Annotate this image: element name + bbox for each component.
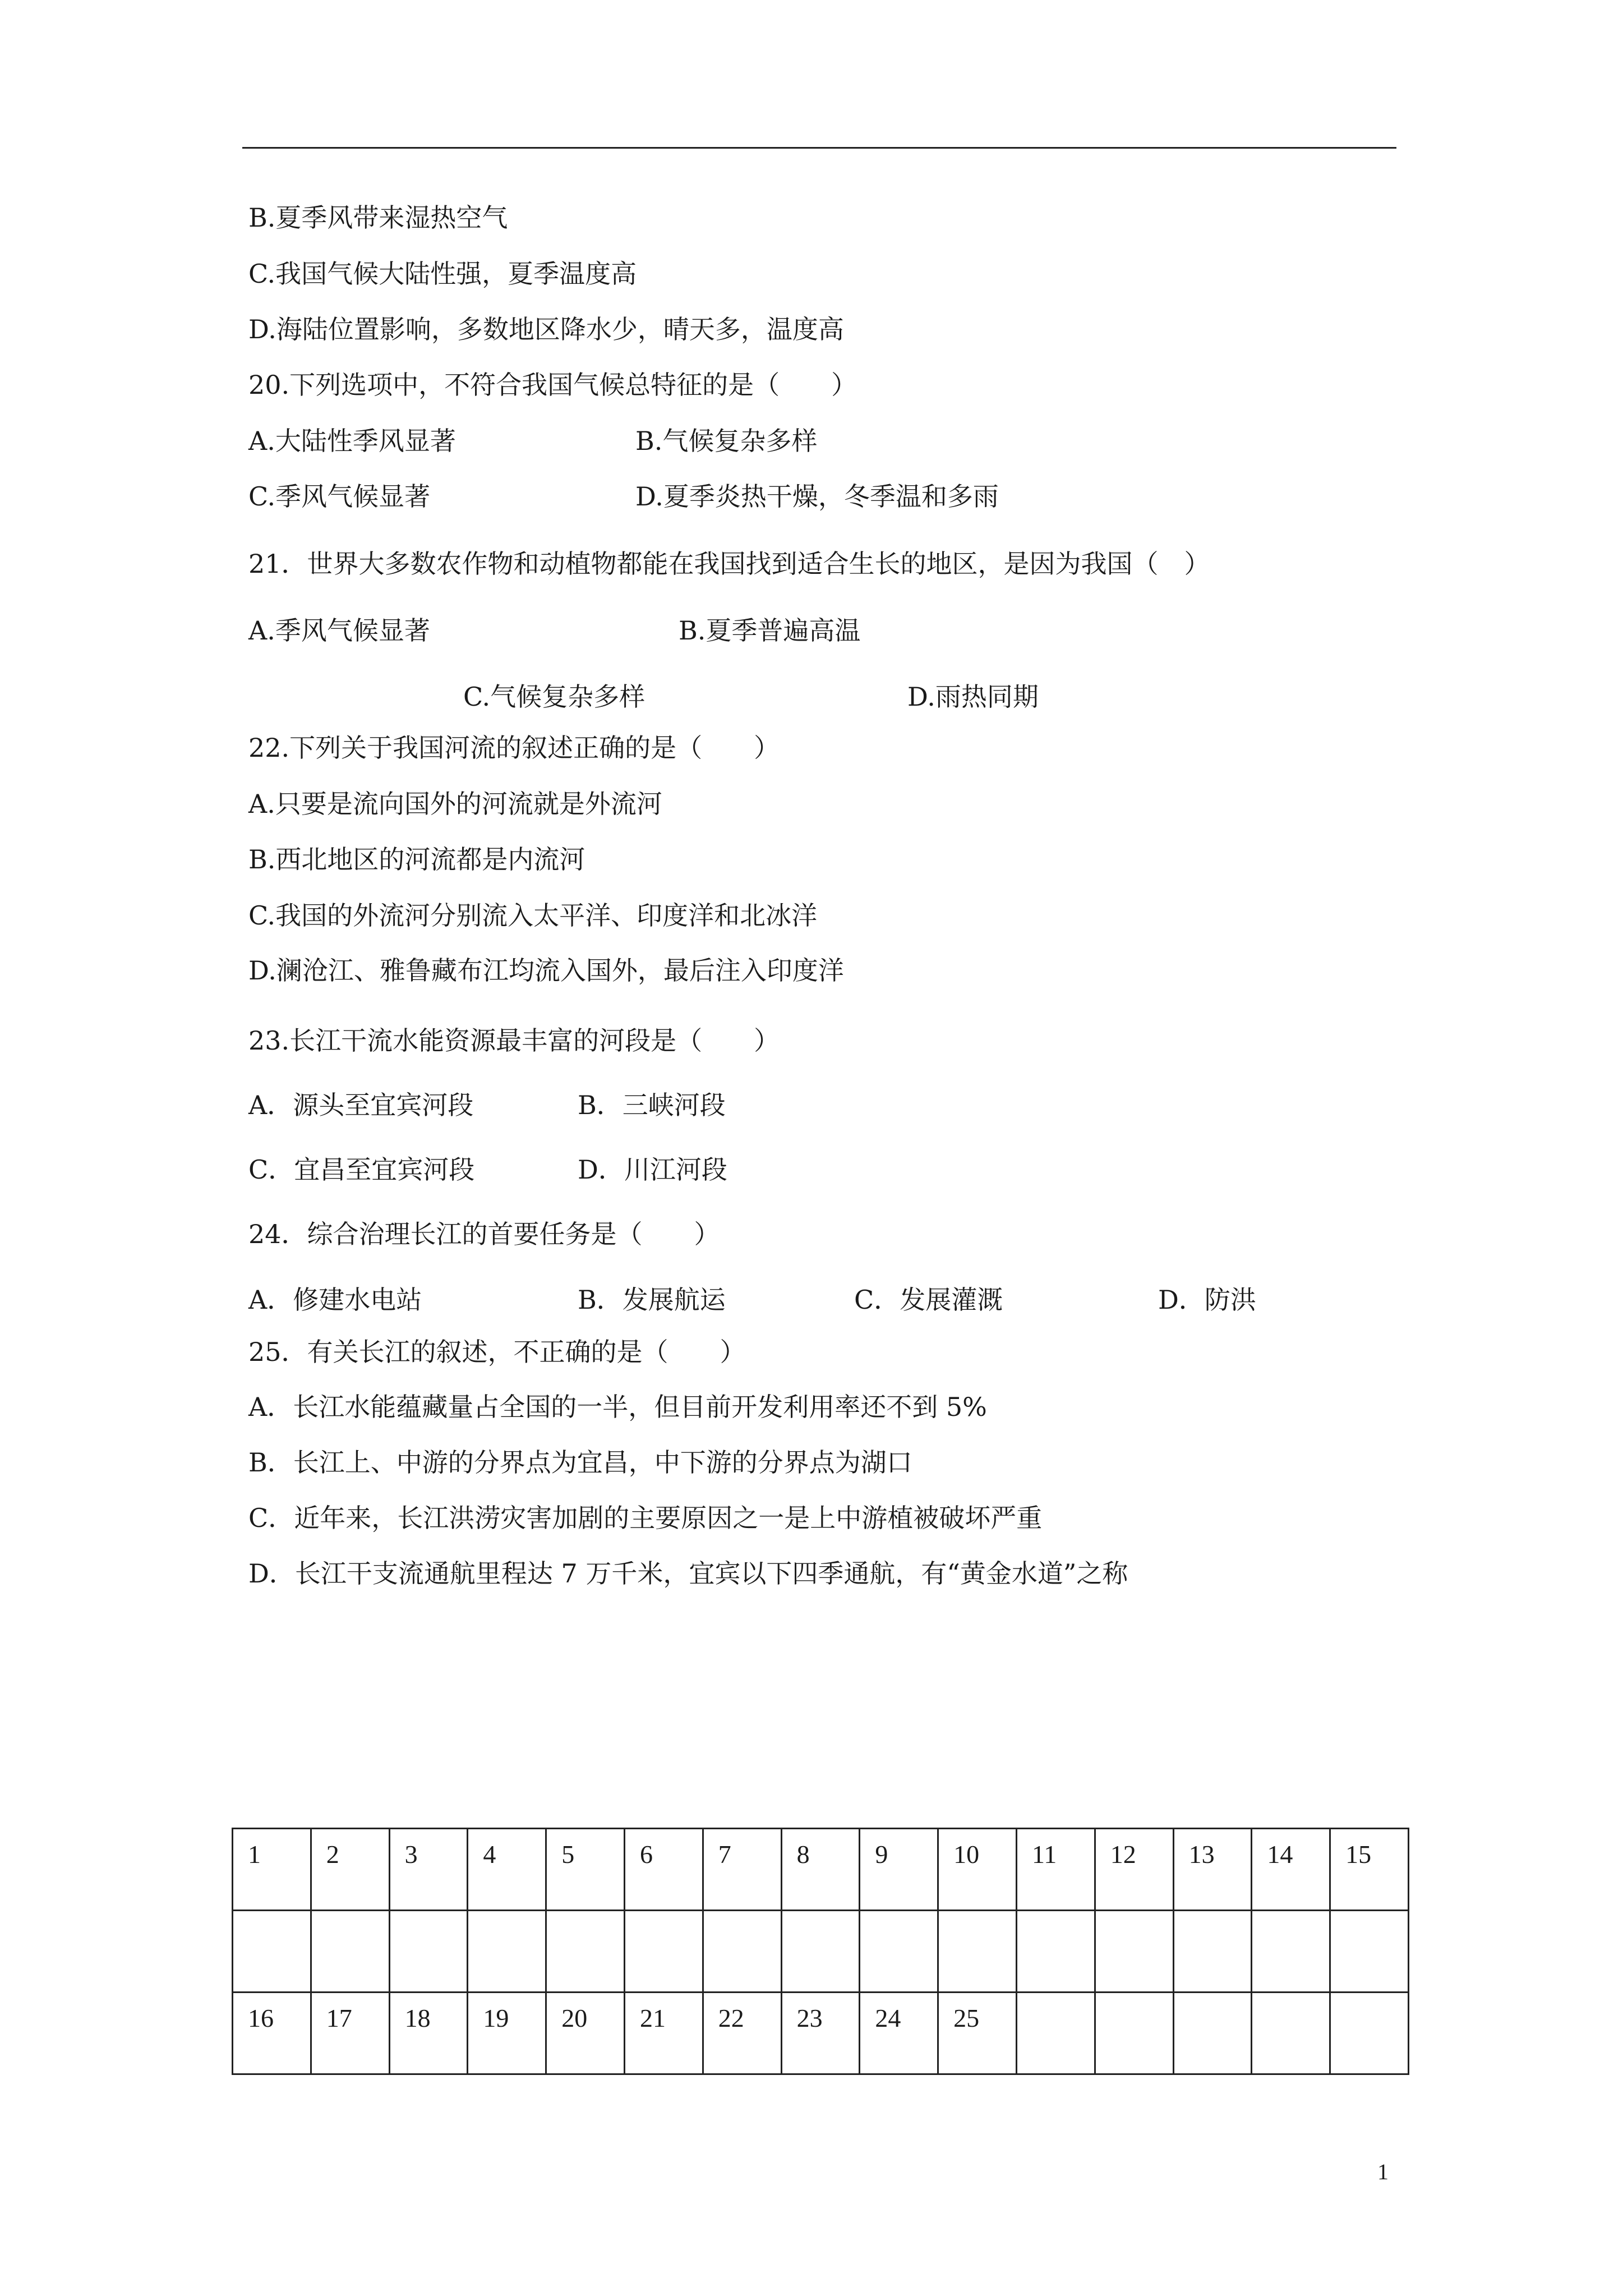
answer-cell: 22	[703, 1993, 781, 2074]
answer-cell: 14	[1252, 1829, 1330, 1911]
q19-option-c: C.我国气候大陆性强，夏季温度高	[248, 259, 637, 289]
answer-cell: 5	[546, 1829, 625, 1911]
q20-option-c: C.季风气候显著	[248, 481, 431, 512]
answer-cell: 1	[233, 1829, 311, 1911]
q24-option-d: D．防洪	[1158, 1285, 1256, 1315]
q20-stem: 20.下列选项中，不符合我国气候总特征的是（ ）	[248, 370, 857, 400]
answer-cell: 18	[389, 1993, 468, 2074]
q25-option-b: B．长江上、中游的分界点为宜昌，中下游的分界点为湖口	[248, 1447, 912, 1478]
q21-options-row-2	[248, 680, 1426, 714]
answer-input-cell[interactable]	[1095, 1911, 1173, 1993]
q23-option-c: C．宜昌至宜宾河段	[248, 1154, 475, 1185]
answer-input-cell[interactable]	[624, 1911, 703, 1993]
q25-option-d: D．长江干支流通航里程达 7 万千米，宜宾以下四季通航，有“黄金水道”之称	[248, 1558, 1128, 1589]
answer-row-blank-1	[233, 1911, 1409, 1993]
answer-cell: 21	[624, 1993, 703, 2074]
q21-option-d: D.雨热同期	[907, 682, 1039, 712]
q21-option-a: A.季风气候显著	[248, 615, 430, 646]
q25-option-c: C．近年来，长江洪涝灾害加剧的主要原因之一是上中游植被破坏严重	[248, 1503, 1043, 1533]
answer-cell: 9	[860, 1829, 938, 1911]
answer-cell: 4	[468, 1829, 546, 1911]
q23-option-d: D．川江河段	[578, 1154, 727, 1185]
answer-cell: 24	[860, 1993, 938, 2074]
q21-stem: 21．世界大多数农作物和动植物都能在我国找到适合生长的地区，是因为我国（ ）	[248, 549, 1210, 579]
q22-option-d: D.澜沧江、雅鲁藏布江均流入国外，最后注入印度洋	[248, 955, 844, 986]
page-number: 1	[1377, 2159, 1389, 2184]
answer-cell: 16	[233, 1993, 311, 2074]
answer-cell: 17	[311, 1993, 389, 2074]
answer-cell: 8	[781, 1829, 860, 1911]
q25-option-a: A．长江水能蕴藏量占全国的一半，但目前开发利用率还不到 5%	[248, 1392, 987, 1422]
q24-option-b: B．发展航运	[578, 1285, 726, 1315]
answer-input-cell[interactable]	[1016, 1911, 1095, 1993]
answer-input-cell[interactable]	[468, 1911, 546, 1993]
header-rule	[242, 147, 1396, 149]
answer-cell: 7	[703, 1829, 781, 1911]
answer-input-cell[interactable]	[311, 1911, 389, 1993]
q21-option-c: C.气候复杂多样	[463, 682, 645, 712]
q19-option-b: B.夏季风带来湿热空气	[248, 203, 508, 233]
answer-cell: 20	[546, 1993, 625, 2074]
answer-cell: 25	[938, 1993, 1017, 2074]
q21-options-row-1	[248, 614, 1426, 647]
answer-table	[232, 1828, 1409, 2075]
q22-stem: 22.下列关于我国河流的叙述正确的是（ ）	[248, 733, 780, 763]
answer-cell: 3	[389, 1829, 468, 1911]
answer-cell: 13	[1173, 1829, 1252, 1911]
q20-option-d: D.夏季炎热干燥，冬季温和多雨	[635, 481, 999, 512]
answer-input-cell[interactable]	[938, 1911, 1017, 1993]
q24-option-c: C．发展灌溉	[854, 1285, 1003, 1315]
answer-cell	[1330, 1993, 1409, 2074]
answer-input-cell[interactable]	[1330, 1911, 1409, 1993]
q22-option-a: A.只要是流向国外的河流就是外流河	[248, 789, 662, 819]
answer-input-cell[interactable]	[389, 1911, 468, 1993]
answer-input-cell[interactable]	[703, 1911, 781, 1993]
q24-options-row	[248, 1283, 1426, 1317]
q19-option-d: D.海陆位置影响，多数地区降水少，晴天多，温度高	[248, 314, 844, 344]
q21-option-b: B.夏季普遍高温	[679, 615, 861, 646]
q24-option-a: A．修建水电站	[248, 1285, 422, 1315]
q22-option-b: B.西北地区的河流都是内流河	[248, 844, 585, 875]
answer-cell: 15	[1330, 1829, 1409, 1911]
q23-stem: 23.长江干流水能资源最丰富的河段是（ ）	[248, 1025, 780, 1056]
answer-cell: 19	[468, 1993, 546, 2074]
q24-stem: 24．综合治理长江的首要任务是（ ）	[248, 1219, 720, 1249]
answer-cell: 11	[1016, 1829, 1095, 1911]
answer-cell	[1173, 1993, 1252, 2074]
answer-cell: 12	[1095, 1829, 1173, 1911]
q23-options-row-2	[248, 1153, 1426, 1186]
q23-option-b: B．三峡河段	[578, 1090, 726, 1120]
q23-options-row-1	[248, 1088, 1426, 1122]
answer-input-cell[interactable]	[781, 1911, 860, 1993]
answer-cell: 10	[938, 1829, 1017, 1911]
q20-options-row-1	[248, 424, 1426, 458]
answer-input-cell[interactable]	[1173, 1911, 1252, 1993]
q23-option-a: A．源头至宜宾河段	[248, 1090, 474, 1120]
answer-cell: 23	[781, 1993, 860, 2074]
answer-input-cell[interactable]	[860, 1911, 938, 1993]
answer-cell	[1016, 1993, 1095, 2074]
answer-cell	[1252, 1993, 1330, 2074]
answer-row-numbers-16-25	[233, 1993, 1409, 2074]
answer-input-cell[interactable]	[546, 1911, 625, 1993]
answer-input-cell[interactable]	[233, 1911, 311, 1993]
q20-option-b: B.气候复杂多样	[635, 426, 818, 456]
q22-option-c: C.我国的外流河分别流入太平洋、印度洋和北冰洋	[248, 900, 818, 931]
q20-options-row-2	[248, 480, 1426, 513]
q20-option-a: A.大陆性季风显著	[248, 426, 456, 456]
answer-cell	[1095, 1993, 1173, 2074]
answer-row-numbers-1-15	[233, 1829, 1409, 1911]
answer-cell: 2	[311, 1829, 389, 1911]
q25-stem: 25．有关长江的叙述，不正确的是（ ）	[248, 1337, 746, 1367]
answer-cell: 6	[624, 1829, 703, 1911]
answer-input-cell[interactable]	[1252, 1911, 1330, 1993]
